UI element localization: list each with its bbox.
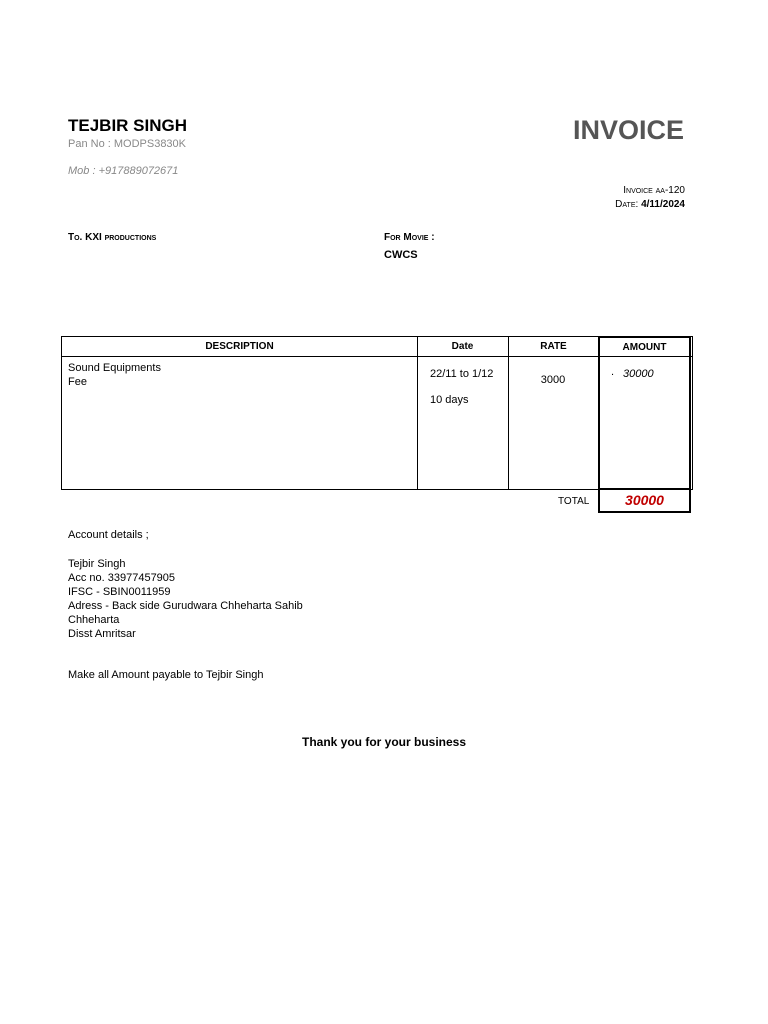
document-title: INVOICE xyxy=(572,115,684,145)
account-line: Acc no. 33977457905 xyxy=(68,572,176,584)
invoice-number-value: aa-120 xyxy=(655,185,685,196)
bill-to-label: To. xyxy=(68,232,83,243)
account-heading: Account details ; xyxy=(68,529,149,541)
amount-column xyxy=(598,336,691,513)
account-line: Chheharta xyxy=(68,614,120,626)
invoice-number-label: Invoice xyxy=(623,185,653,196)
table-row-days: 10 days xyxy=(430,394,469,406)
amount-prefix: . xyxy=(611,366,615,378)
column-divider xyxy=(417,337,418,489)
account-line: IFSC - SBIN0011959 xyxy=(68,586,171,598)
client-name-caps: KXI xyxy=(85,232,102,243)
account-line: Disst Amritsar xyxy=(68,628,136,640)
invoice-date-label: Date: xyxy=(615,199,639,210)
table-row-amount: 30000 xyxy=(623,368,654,380)
total-value: 30000 xyxy=(625,492,664,508)
invoice-number xyxy=(623,185,685,196)
sender-name: TEJBIR SINGH xyxy=(68,116,188,135)
header-date: Date xyxy=(451,341,474,352)
total-divider xyxy=(598,488,691,489)
account-line: Adress - Back side Gurudwara Chheharta Sahib xyxy=(68,600,303,612)
account-line: Tejbir Singh xyxy=(68,558,126,570)
column-divider xyxy=(508,337,509,489)
movie-label: For Movie : xyxy=(384,232,435,243)
description-line: Fee xyxy=(68,376,87,388)
description-line: Sound Equipments xyxy=(68,362,161,374)
total-label: TOTAL xyxy=(558,496,590,507)
bill-to xyxy=(68,232,156,243)
table-row-date-range: 22/11 to 1/12 xyxy=(430,368,494,380)
movie-name: CWCS xyxy=(384,249,418,261)
sender-mobile: Mob : +917889072671 xyxy=(68,165,179,177)
sender-pan: Pan No : MODPS3830K xyxy=(68,138,187,150)
client-name-rest: productions xyxy=(104,232,157,243)
thank-you-note: Thank you for your business xyxy=(301,735,467,749)
header-divider xyxy=(600,356,689,357)
table-row-rate: 3000 xyxy=(540,374,566,386)
invoice-date xyxy=(615,199,685,210)
account-details xyxy=(68,557,303,641)
header-description: DESCRIPTION xyxy=(205,341,274,352)
invoice-date-value: 4/11/2024 xyxy=(641,199,685,210)
header-amount: AMOUNT xyxy=(622,342,667,353)
table-row-description xyxy=(68,361,161,389)
header-rate: RATE xyxy=(540,341,567,352)
payable-note: Make all Amount payable to Tejbir Singh xyxy=(68,669,264,681)
